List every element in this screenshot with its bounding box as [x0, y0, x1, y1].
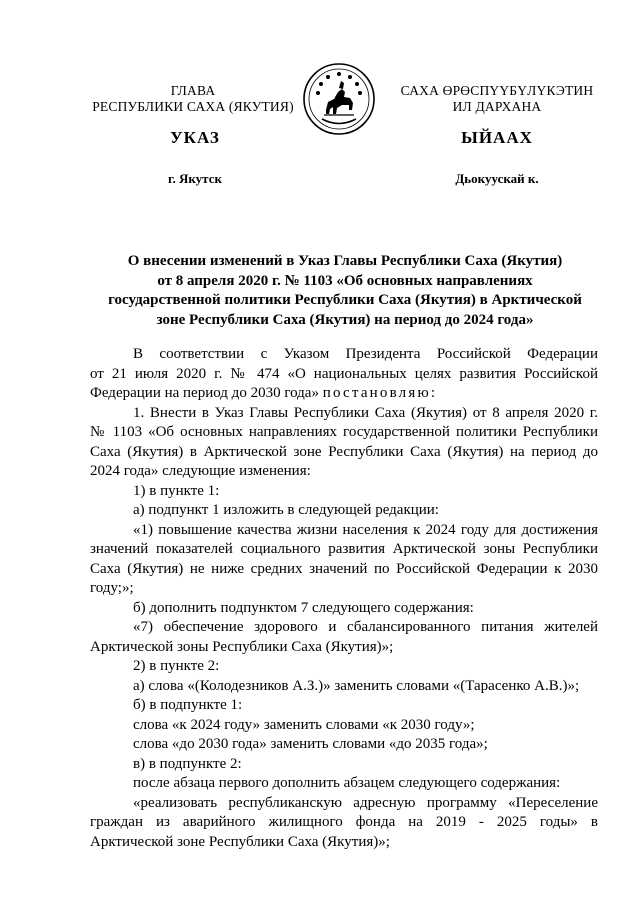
decree-body [90, 345, 598, 852]
header-left-block [88, 83, 298, 115]
resolution-word: постановляю: [322, 385, 438, 401]
list-item: а) слова «(Колодезников А.З.)» заменить словами «(Тарасенко А.В.)»; [133, 677, 580, 694]
paragraph-line: Арктической зоне Республики Саха (Якутия)»; [90, 833, 390, 850]
city-left: г. Якутск [168, 171, 222, 186]
list-item: 2) в пункте 2: [133, 658, 220, 674]
list-item: б) дополнить подпунктом 7 следующего содержания: [133, 599, 474, 616]
list-item: после абзаца первого дополнить абзацем следующего содержания: [133, 775, 561, 791]
paragraph-text: Федерации на период до 2030 года» [90, 385, 319, 401]
list-item: а) подпункт 1 изложить в следующей редакции: [133, 502, 439, 518]
paragraph-line: году;»; [90, 580, 134, 596]
title-line: от 8 апреля 2020 г. № 1103 «Об основных направлениях [157, 272, 533, 289]
paragraph-line: граждан из аварийного жилищного фонда на 2019 - 2025 годы» в [90, 814, 598, 830]
paragraph-line: «1) повышение качества жизни населения к 2024 году для достижения [133, 521, 598, 538]
doc-type-right: ЫЙААХ [461, 128, 533, 147]
paragraph-line: «реализовать республиканскую адресную программу «Переселение [133, 794, 598, 811]
paragraph-line: Саха (Якутия) не ниже средних значений по Российской Федерации к 2030 [90, 560, 598, 577]
list-item: слова «до 2030 года» заменить словами «до 2035 года»; [133, 736, 488, 752]
list-item: 1) в пункте 1: [133, 482, 220, 499]
paragraph-line: 2024 года» следующие изменения: [90, 463, 311, 479]
header-right-title: САХА ӨРӨСПҮҮБҮЛҮКЭТИН [400, 83, 594, 98]
paragraph-line: № 1103 «Об основных направлениях государственной политики Республики [90, 424, 598, 440]
paragraph-line: от 21 июля 2020 г. № 474 «О национальных целях развития Российской [90, 365, 598, 382]
header-right-subtitle: ИЛ ДАРХАНА [452, 99, 542, 114]
paragraph-line: Саха (Якутия) в Арктической зоне Республики Саха (Якутия) на период до [90, 443, 598, 460]
paragraph-line: значений показателей социального развития Арктической зоны Республики [90, 541, 598, 557]
paragraph-line: «7) обеспечение здорового и сбалансированного питания жителей [133, 619, 598, 635]
list-item: в) в подпункте 2: [133, 755, 242, 772]
paragraph-line: В соответствии с Указом Президента Российской Федерации [133, 346, 598, 362]
header-left-subtitle: РЕСПУБЛИКИ САХА (ЯКУТИЯ) [92, 99, 294, 114]
title-line: зоне Республики Саха (Якутия) на период до 2024 года» [156, 311, 534, 328]
paragraph-line [90, 384, 598, 404]
list-item: слова «к 2024 году» заменить словами «к 2030 году»; [133, 716, 475, 733]
header-right-block [392, 83, 602, 115]
title-line: О внесении изменений в Указ Главы Республики Саха (Якутия) [127, 253, 563, 269]
list-item: б) в подпункте 1: [133, 697, 243, 713]
doc-type-left: УКАЗ [170, 128, 220, 147]
header-left-title: ГЛАВА [170, 83, 216, 98]
paragraph-line: Арктической зоны Республики Саха (Якутия)»; [90, 638, 394, 655]
title-line: государственной политики Республики Саха (Якутия) в Арктической [108, 292, 582, 308]
paragraph-line: 1. Внести в Указ Главы Республики Саха (Якутия) от 8 апреля 2020 г. [133, 404, 598, 421]
coat-of-arms-emblem [302, 62, 376, 136]
decree-title [80, 252, 610, 330]
city-right: Дьокуускай к. [455, 171, 539, 186]
